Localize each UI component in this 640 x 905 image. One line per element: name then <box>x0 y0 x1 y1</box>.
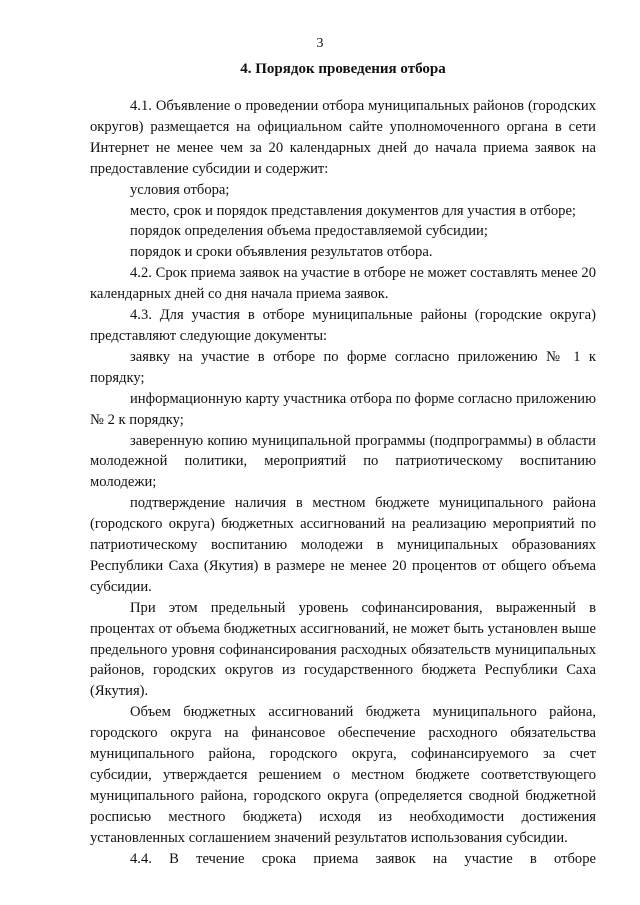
paragraph-4-3: 4.3. Для участия в отборе муниципальные районы (городские округа) представляют следующие документы: <box>90 307 596 344</box>
list-item: место, срок и порядок представления документов для участия в отборе; <box>130 202 576 219</box>
paragraph-4-2: 4.2. Срок приема заявок на участие в отборе не может составлять менее 20 календарных дней со дня начала приема заявок. <box>90 265 596 303</box>
paragraph-budget-allocation: Объем бюджетных ассигнований бюджета муниципального района, городского округа на финансовое обеспечение расходного обязательства муниципального района, городского округа, софинансируемого за счет субсидии, утверждается решением о местном бюджете соответствующего муниципального района, городского округа (определяется сводной бюджетной росписью местного бюджета) исходя из необходимости достижения установленных соглашением значений результатов использования субсидии. <box>90 704 596 846</box>
list-item: информационную карту участника отбора по форме согласно приложению № 2 к порядку; <box>90 390 596 428</box>
list-item: заверенную копию муниципальной программы (подпрограммы) в области молодежной политики, мероприятий по патриотическому воспитанию молодежи; <box>90 432 596 491</box>
paragraph-4-4: 4.4. В течение срока приема заявок на участие в отборе <box>130 850 596 867</box>
list-item: заявку на участие в отборе по форме согласно приложению № 1 к порядку; <box>90 348 596 386</box>
page-number: 3 <box>316 36 324 51</box>
section-title: 4. Порядок проведения отбора <box>240 61 446 77</box>
list-item: порядок определения объема предоставляемой субсидии; <box>130 223 488 240</box>
body-text <box>90 96 596 870</box>
paragraph-cofinancing-limit: При этом предельный уровень софинансирования, выраженный в процентах от объема бюджетных ассигнований, не может быть установлен выше предельного уровня софинансирования расходных обязательств муниципальных районов, городских округов из государственного бюджета Республики Саха (Якутия). <box>90 599 596 700</box>
paragraph-4-1: 4.1. Объявление о проведении отбора муниципальных районов (городских округов) размещается на официальном сайте уполномоченного органа в сети Интернет не менее чем за 20 календарных дней до начала приема заявок на предоставление субсидии и содержит: <box>90 98 596 177</box>
list-item: подтверждение наличия в местном бюджете муниципального района (городского округа) бюджетных ассигнований на реализацию мероприятий по патриотическому воспитанию молодежи в муниципальных образованиях Республики Саха (Якутия) в размере не менее 20 процентов от общего объема субсидии. <box>90 495 596 595</box>
list-item: порядок и сроки объявления результатов отбора. <box>130 244 433 261</box>
list-item: условия отбора; <box>130 181 230 198</box>
